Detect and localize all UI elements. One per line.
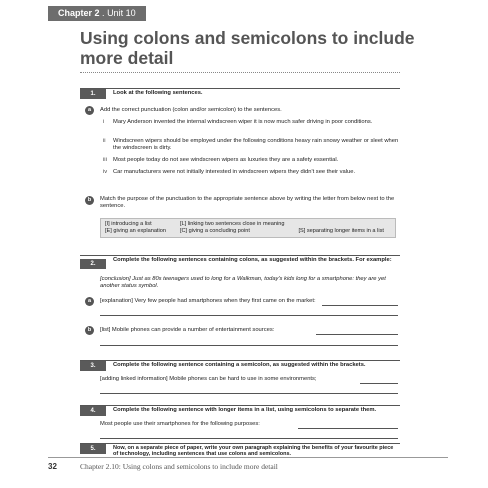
option-item: [L] linking two sentences close in meaning: [179, 221, 285, 227]
item-number: i: [103, 119, 105, 125]
question-1-header: [80, 88, 400, 99]
answer-line[interactable]: [100, 345, 398, 346]
answer-line[interactable]: [360, 383, 398, 384]
chapter-separator: .: [102, 8, 105, 18]
page-number: 32: [48, 462, 57, 471]
question-number-badge: 4.: [80, 406, 106, 416]
option-item: [298, 221, 398, 228]
question-number-badge: 3.: [80, 361, 106, 371]
example-sentence: [100, 276, 400, 290]
answer-line[interactable]: [100, 315, 398, 316]
option-item: [E] giving an explanation: [105, 228, 166, 234]
question-5-header: [80, 443, 400, 457]
sentence-iii: Most people today do not see windscreen wipers as luxuries they are a safety essential.: [113, 157, 339, 163]
option-item: [S] separating longer items in a list: [298, 228, 384, 234]
question-4: [80, 405, 400, 416]
item-number: iii: [103, 157, 107, 163]
prompt-linked-information: [adding linked information] Mobile phones can be hard to use in some environments;: [100, 376, 317, 382]
question-4-header: [80, 405, 400, 416]
part-b-instruction: Match the purpose of the punctuation to the appropriate sentence above by writing the letter from below next to the sentence.: [100, 196, 395, 209]
prompt-purposes: Most people use their smartphones for the following purposes:: [100, 421, 260, 427]
question-instruction: Look at the following sentences.: [113, 90, 203, 96]
question-1: [80, 88, 400, 99]
question-instruction: Complete the following sentence with longer items in a list, using semicolons to separate them.: [113, 407, 377, 413]
part-a-badge: a: [85, 297, 94, 306]
part-b-badge: b: [85, 326, 94, 335]
item-number: ii: [103, 138, 106, 144]
question-2-header: [80, 255, 400, 273]
question-number-badge: 5.: [80, 444, 106, 454]
question-3: [80, 360, 400, 371]
part-a-instruction: Add the correct punctuation (colon and/or semicolon) to the sentences.: [100, 107, 282, 113]
answer-line[interactable]: [100, 438, 398, 439]
part-a-badge: a: [85, 106, 94, 115]
part-b-badge: b: [85, 196, 94, 205]
sentence-iv: Car manufacturers were not initially interested in windscreen wipers they didn't see their value.: [113, 169, 356, 175]
question-instruction: Complete the following sentence containing a semicolon, as suggested within the brackets.: [113, 362, 366, 368]
option-item: [I] introducing a list: [105, 221, 152, 227]
example-tag: [conclusion]: [100, 276, 131, 282]
page-title: Using colons and semicolons to include more detail: [80, 28, 415, 68]
unit-label: Unit 10: [107, 8, 136, 18]
options-box: [100, 218, 396, 238]
answer-line[interactable]: [316, 334, 398, 335]
item-number: iv: [103, 169, 108, 175]
question-5: [80, 443, 400, 457]
question-number-badge: 1.: [80, 89, 106, 99]
answer-line[interactable]: [100, 393, 398, 394]
prompt-list: [list] Mobile phones can provide a number of entertainment sources:: [100, 327, 275, 333]
footer-rule: [48, 457, 448, 458]
answer-line[interactable]: [322, 305, 398, 306]
sentence-ii: Windscreen wipers should be employed under the following conditions heavy rain snowy weather or sleet when the windscreen is dirty.: [113, 138, 399, 151]
prompt-explanation: [explanation] Very few people had smartphones when they first came on the market:: [100, 298, 316, 304]
chapter-tag: [48, 6, 146, 21]
question-3-header: [80, 360, 400, 371]
title-divider: [80, 72, 400, 73]
question-instruction: Complete the following sentences containing colons, as suggested within the brackets. For example:: [113, 257, 392, 263]
chapter-label: Chapter 2: [58, 8, 100, 18]
sentence-i: Mary Anderson invented the internal windscreen wiper it is now much safer driving in poor conditions.: [113, 119, 373, 125]
example-text: Just as 80s teenagers used to long for a Walkman, today's kids long for a smartphone: they are yet another status symbol.: [100, 276, 386, 289]
question-2: [80, 255, 400, 273]
question-number-badge: 2.: [80, 259, 106, 269]
option-item: [C] giving a concluding point: [179, 228, 250, 234]
footer-title: Chapter 2.10: Using colons and semicolons to include more detail: [80, 462, 278, 471]
answer-line[interactable]: [298, 428, 398, 429]
question-instruction: Now, on a separate piece of paper, write your own paragraph explaining the benefits of your favourite piece of technology, including sentences that use colons and semicolons.: [113, 445, 394, 457]
